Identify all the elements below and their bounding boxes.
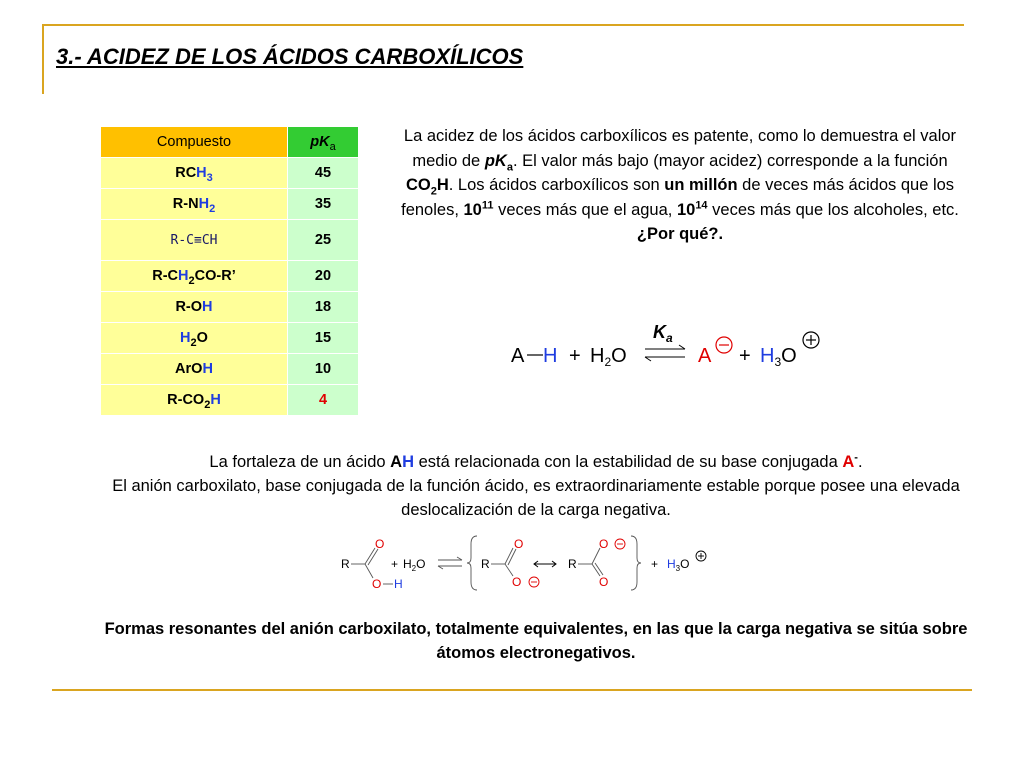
- pka-cell: 18: [288, 292, 359, 323]
- resonance-caption: Formas resonantes del anión carboxilato, totalmente equivalentes, en las que la carga negativa se sitúa sobre átomos electronegativos.: [104, 620, 968, 662]
- table-row: [101, 385, 359, 416]
- eq-h: H: [543, 345, 558, 367]
- table-row: [101, 189, 359, 220]
- svg-text:+: +: [651, 557, 659, 571]
- compound-cell: $RCH_3$: [101, 158, 288, 189]
- resonance-scheme: [335, 532, 715, 594]
- eq-ka: $K_a$: [653, 322, 673, 345]
- header-compound: Compuesto: [101, 127, 288, 158]
- svg-text:O: O: [375, 537, 385, 551]
- compound-cell: R-C≡CH: [101, 220, 288, 261]
- svg-text:H2O: $H_2O$: [403, 557, 426, 573]
- table-row: [101, 354, 359, 385]
- eq-hydronium: $H_3O$: [760, 345, 797, 369]
- compound-cell: $R-CH_2CO-R$’: [101, 261, 288, 292]
- svg-text:R: R: [568, 557, 577, 571]
- equilibrium-equation: [505, 318, 835, 378]
- conjugate-base-paragraph: La fortaleza de un ácido AH está relacionada con la estabilidad de su base conjugada A-. El anión carboxilato, base conjugada de la función ácido, es extraordinariamente estable porque posee una elevada deslocalización de la carga negativa.: [112, 451, 960, 519]
- bottom-rule: [52, 689, 972, 691]
- table-row: [101, 261, 359, 292]
- svg-text:H: H: [394, 577, 403, 591]
- pka-cell: 10: [288, 354, 359, 385]
- left-rule: [42, 24, 44, 94]
- svg-text:+: +: [391, 557, 399, 571]
- table-row: [101, 292, 359, 323]
- svg-text:H3O: $H_3O$: [667, 557, 690, 573]
- table-row: [101, 323, 359, 354]
- pka-cell: 4: [288, 385, 359, 416]
- svg-text:O: O: [599, 537, 609, 551]
- eq-water: $H_2O$: [590, 345, 627, 369]
- eq-plus-2: +: [739, 345, 751, 367]
- svg-text:O: O: [514, 537, 524, 551]
- pka-cell: 25: [288, 220, 359, 261]
- pka-table: [100, 126, 359, 416]
- compound-cell: $R-CO_2H$: [101, 385, 288, 416]
- eq-a: A: [511, 345, 525, 367]
- pka-cell: 45: [288, 158, 359, 189]
- svg-text:O: O: [512, 575, 522, 589]
- acidity-paragraph: La acidez de los ácidos carboxílicos es patente, como lo demuestra el valor medio de $pK_a$. El valor más bajo (mayor acidez) corresponde a la función $CO_2H$. Los ácidos carboxílicos son un millón de veces más ácidos que los fenoles, $10^{11}$ veces más que el agua, $10^{14}$ veces más que los alcoholes, etc. ¿Por qué?.: [401, 127, 959, 243]
- svg-text:R: R: [481, 557, 490, 571]
- top-rule: [42, 24, 964, 26]
- compound-cell: $H_2O$: [101, 323, 288, 354]
- compound-cell: R-OH: [101, 292, 288, 323]
- pka-cell: 35: [288, 189, 359, 220]
- eq-plus-1: +: [569, 345, 581, 367]
- header-pka: $pK_a$: [288, 127, 359, 158]
- table-row: [101, 220, 359, 261]
- svg-text:O: O: [599, 575, 609, 589]
- svg-text:R: R: [341, 557, 350, 571]
- svg-text:O: O: [372, 577, 382, 591]
- table-header-row: [101, 127, 359, 158]
- pka-cell: 20: [288, 261, 359, 292]
- pka-cell: 15: [288, 323, 359, 354]
- compound-cell: ArOH: [101, 354, 288, 385]
- table-row: [101, 158, 359, 189]
- question-text: ¿Por qué?.: [636, 225, 724, 243]
- eq-anion: A: [698, 345, 712, 367]
- slide-title: 3.- ACIDEZ DE LOS ÁCIDOS CARBOXÍLICOS: [56, 44, 524, 69]
- compound-cell: $R-NH_2$: [101, 189, 288, 220]
